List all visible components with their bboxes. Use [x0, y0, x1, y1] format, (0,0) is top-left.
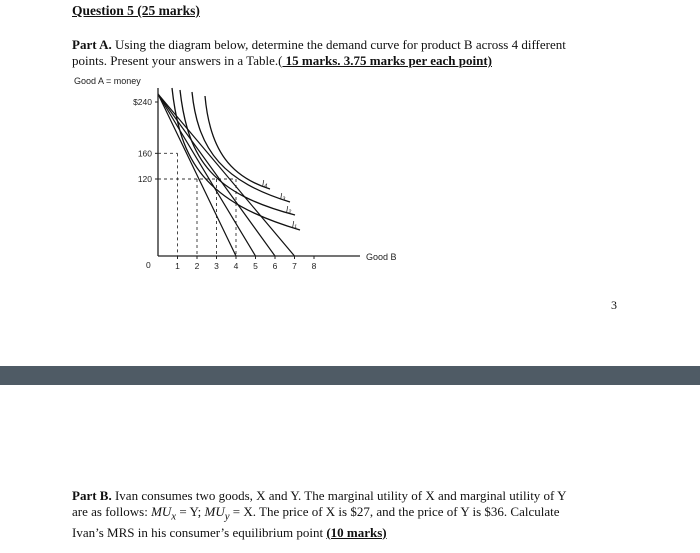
x-ticks — [175, 256, 317, 271]
part-a-label: Part A. — [72, 37, 112, 52]
mux-symbol: MU — [151, 504, 172, 519]
x-axis-label: Good B — [366, 252, 397, 262]
budget-line — [158, 94, 275, 256]
y-axis-label: Good A = money — [74, 76, 141, 86]
muy-symbol: MU — [204, 504, 225, 519]
x-tick-label: 4 — [233, 261, 239, 271]
budget-lines — [158, 94, 295, 256]
curve-label: I₃ — [280, 192, 286, 201]
question-heading: Question 5 (25 marks) — [72, 3, 200, 18]
y-tick-label: $240 — [133, 97, 152, 107]
indifference-curves — [172, 88, 300, 230]
page-divider — [0, 366, 700, 385]
part-b-line2-prefix: are as follows: — [72, 504, 152, 519]
origin-label: 0 — [146, 260, 151, 270]
part-b-line1: Ivan consumes two goods, X and Y. The marginal utility of X and marginal utility of Y — [111, 488, 567, 503]
eq2: = X. The price of X is $27, and the price of Y is $36. Calculate — [229, 504, 560, 519]
part-b-marks: (10 marks) — [326, 524, 387, 540]
indifference-curve — [205, 96, 270, 189]
curve-label: I₁ — [292, 220, 297, 229]
x-tick-label: 7 — [292, 261, 297, 271]
page-number: 3 — [611, 298, 617, 312]
curve-labels — [262, 179, 297, 229]
x-tick-label: 8 — [311, 261, 317, 271]
x-tick-label: 5 — [253, 261, 258, 271]
x-tick-label: 3 — [214, 261, 219, 271]
x-tick-label: 2 — [194, 261, 200, 271]
y-tick-label: 160 — [137, 148, 152, 159]
y-ticks — [133, 97, 158, 184]
demand-diagram — [0, 72, 420, 282]
muy-subscript: y — [224, 510, 230, 523]
eq1: = Y; — [176, 504, 205, 519]
x-tick-label: 6 — [272, 261, 278, 271]
curve-label: I₂ — [286, 205, 292, 214]
part-b-label: Part B. — [72, 488, 112, 503]
budget-line — [158, 94, 295, 256]
indifference-curve — [172, 88, 300, 230]
part-b-text — [72, 488, 617, 541]
part-b-line2 — [72, 504, 560, 523]
indifference-curve — [180, 90, 295, 215]
part-a-line2: points. Present your answers in a Table.( — [72, 53, 283, 68]
part-a-marks: 15 marks. 3.75 marks per each point) — [282, 53, 492, 68]
part-a-text — [72, 37, 632, 69]
part-a-line1: Using the diagram below, determine the demand curve for product B across 4 different — [111, 37, 566, 52]
x-tick-label: 1 — [175, 261, 180, 271]
curve-label: I₄ — [262, 179, 268, 188]
part-b-line3: Ivan’s MRS in his consumer’s equilibrium point — [72, 524, 327, 540]
mux-subscript: x — [171, 510, 177, 523]
y-tick-label: 120 — [137, 174, 152, 184]
